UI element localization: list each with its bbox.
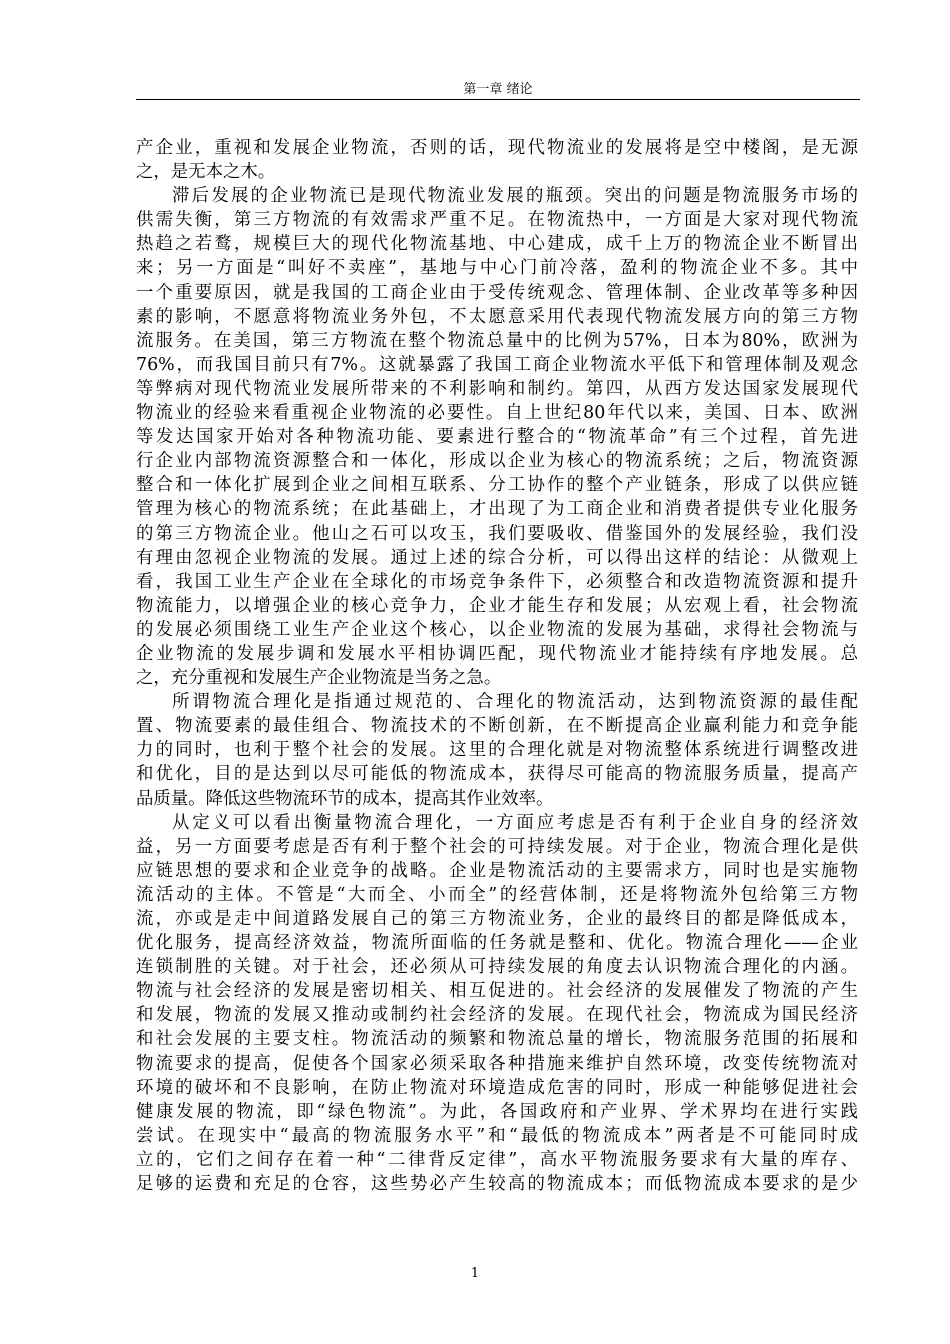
text-line: 健康发展的物流，即“绿色物流”。为此，各国政府和产业界、学术界均在进行实践 <box>136 1101 858 1122</box>
text-line: 优化服务，提高经济效益，物流所面临的任务就是整和、优化。物流合理化——企业 <box>136 933 858 954</box>
text-line: 所谓物流合理化是指通过规范的、合理化的物流活动，达到物流资源的最佳配 <box>172 692 858 713</box>
text-line: 足够的运费和充足的仓容，这些势必产生较高的物流成本；而低物流成本要求的是少 <box>136 1174 858 1195</box>
page-number: 1 <box>470 1266 480 1281</box>
text-line: 置、物流要素的最佳组合、物流技术的不断创新，在不断提高企业赢利能力和竞争能 <box>136 716 858 737</box>
text-line: 行企业内部物流资源整合和一体化，形成以企业为核心的物流系统；之后，物流资源 <box>136 451 858 472</box>
text-line: 供需失衡，第三方物流的有效需求严重不足。在物流热中，一方面是大家对现代物流 <box>136 210 858 231</box>
text-line: 环境的破坏和不良影响，在防止物流对环境造成危害的同时，形成一种能够促进社会 <box>136 1077 858 1098</box>
header-rule <box>136 99 860 100</box>
text-line: 整合和一体化扩展到企业之间相互联系、分工协作的整个产业链条，形成了以供应链 <box>136 475 858 496</box>
text-line: 之，是无本之木。 <box>136 162 276 183</box>
text-line: 益，另一方面要考虑是否有利于整个社会的可持续发展。对于企业，物流合理化是供 <box>136 836 858 857</box>
text-line: 物流与社会经济的发展是密切相关、相互促进的。社会经济的发展催发了物流的产生 <box>136 981 858 1002</box>
text-line: 尝试。在现实中“最高的物流服务水平”和“最低的物流成本”两者是不可能同时成 <box>136 1125 858 1146</box>
text-line: 的发展必须围绕工业生产企业这个核心，以企业物流的发展为基础，求得社会物流与 <box>136 619 858 640</box>
running-header: 第一章 绪论 <box>463 82 533 97</box>
text-line: 看，我国工业生产企业在全球化的市场竞争条件下，必须整合和改造物流资源和提升 <box>136 571 858 592</box>
text-line: 滞后发展的企业物流已是现代物流业发展的瓶颈。突出的问题是物流服务市场的 <box>172 186 858 207</box>
text-line: 和社会发展的主要支柱。物流活动的频繁和物流总量的增长，物流服务范围的拓展和 <box>136 1029 858 1050</box>
text-line: 一个重要原因，就是我国的工商企业由于受传统观念、管理体制、企业改革等多种因 <box>136 282 858 303</box>
text-line: 素的影响，不愿意将物流业务外包，不太愿意采用代表现代物流发展方向的第三方物 <box>136 306 858 327</box>
text-line: 物流要求的提高，促使各个国家必须采取各种措施来维护自然环境，改变传统物流对 <box>136 1053 858 1074</box>
text-line: 产企业，重视和发展企业物流，否则的话，现代物流业的发展将是空中楼阁，是无源 <box>136 138 858 158</box>
text-line: 品质量。降低这些物流环节的成本，提高其作业效率。 <box>136 788 554 809</box>
text-line: 应链思想的要求和企业竞争的战略。企业是物流活动的主要需求方，同时也是实施物 <box>136 860 858 881</box>
text-line: 立的，它们之间存在着一种“二律背反定律”，高水平物流服务要求有大量的库存、 <box>136 1149 858 1170</box>
text-line: 有理由忽视企业物流的发展。通过上述的综合分析，可以得出这样的结论：从微观上 <box>136 547 858 568</box>
text-line: 来；另一方面是“叫好不卖座”，基地与中心门前冷落，盈利的物流企业不多。其中 <box>136 258 858 279</box>
text-line: 物流业的经验来看重视企业物流的必要性。自上世纪80年代以来，美国、日本、欧洲 <box>136 403 858 424</box>
text-line: 管理为核心的物流系统；在此基础上，才出现了为工商企业和消费者提供专业化服务 <box>136 499 858 520</box>
text-line: 的第三方物流企业。他山之石可以攻玉，我们要吸收、借鉴国外的发展经验，我们没 <box>136 523 858 544</box>
text-line: 流，亦或是走中间道路发展自己的第三方物流业务，企业的最终目的都是降低成本， <box>136 909 858 929</box>
text-line: 等弊病对现代物流业发展所带来的不利影响和制约。第四，从西方发达国家发展现代 <box>136 378 858 399</box>
body-text <box>136 136 858 1196</box>
text-line: 流服务。在美国，第三方物流在整个物流总量中的比例为57%，日本为80%，欧洲为 <box>136 330 858 351</box>
text-line: 连锁制胜的关键。对于社会，还必须从可持续发展的角度去认识物流合理化的内涵。 <box>136 957 858 978</box>
text-line: 和发展，物流的发展又推动或制约社会经济的发展。在现代社会，物流成为国民经济 <box>136 1005 858 1026</box>
text-line: 流活动的主体。不管是“大而全、小而全”的经营体制，还是将物流外包给第三方物 <box>136 884 858 905</box>
text-line: 76%，而我国目前只有7%。这就暴露了我国工商企业物流水平低下和管理体制及观念 <box>136 354 858 375</box>
text-line: 热趋之若鹜，规模巨大的现代化物流基地、中心建成，成千上万的物流企业不断冒出 <box>136 234 858 255</box>
text-line: 物流能力，以增强企业的核心竞争力，企业才能生存和发展；从宏观上看，社会物流 <box>136 595 858 616</box>
text-line: 等发达国家开始对各种物流功能、要素进行整合的“物流革命”有三个过程，首先进 <box>136 427 858 448</box>
text-line: 之，充分重视和发展生产企业物流是当务之急。 <box>136 668 502 689</box>
text-line: 从定义可以看出衡量物流合理化，一方面应考虑是否有利于企业自身的经济效 <box>172 812 858 833</box>
text-line: 力的同时，也利于整个社会的发展。这里的合理化就是对物流整体系统进行调整改进 <box>136 740 858 761</box>
text-line: 企业物流的发展步调和发展水平相协调匹配，现代物流业才能持续有序地发展。总 <box>136 643 858 664</box>
text-line: 和优化，目的是达到以尽可能低的物流成本，获得尽可能高的物流服务质量，提高产 <box>136 764 858 785</box>
